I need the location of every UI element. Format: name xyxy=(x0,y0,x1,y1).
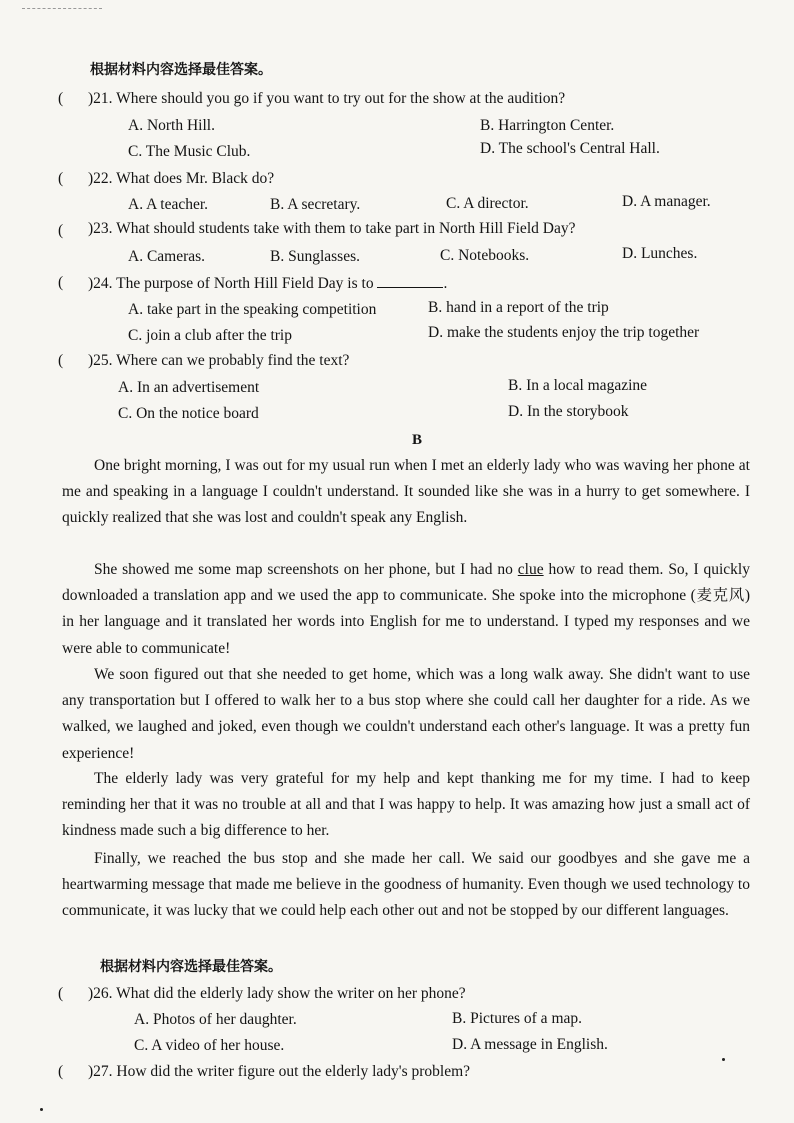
answer-paren-27: ( xyxy=(58,1063,64,1080)
answer-paren-26: ( xyxy=(58,985,64,1002)
passage-paragraph-4-text: The elderly lady was very grateful for my help and kept thanking me for my time. I had to keep reminding her that it was no trouble at all and that I was happy to help. It was amazing how just a small act of kindness made such a big difference to her. xyxy=(62,770,750,840)
answer-paren-24: ( xyxy=(58,274,64,291)
q22-option-d: D. A manager. xyxy=(622,193,711,210)
q25-option-c: C. On the notice board xyxy=(118,405,259,422)
question-25: )25. Where can we probably find the text? xyxy=(88,352,350,369)
q23-option-b: B. Sunglasses. xyxy=(270,248,360,265)
q26-option-d: D. A message in English. xyxy=(452,1036,608,1053)
passage-paragraph-4 xyxy=(62,766,750,845)
q21-option-a: A. North Hill. xyxy=(128,117,215,134)
q26-option-c: C. A video of her house. xyxy=(134,1037,285,1054)
instruction-a: 根据材料内容选择最佳答案。 xyxy=(90,62,272,78)
question-26: )26. What did the elderly lady show the writer on her phone? xyxy=(88,985,466,1002)
q23-option-d: D. Lunches. xyxy=(622,245,698,262)
q23-option-c: C. Notebooks. xyxy=(440,247,530,264)
passage-paragraph-2-before: She showed me some map screenshots on her phone, but I had no xyxy=(94,561,518,578)
q24-option-b: B. hand in a report of the trip xyxy=(428,299,609,316)
question-21: )21. Where should you go if you want to try out for the show at the audition? xyxy=(88,90,566,107)
passage-paragraph-2 xyxy=(62,557,750,662)
answer-paren-22: ( xyxy=(58,170,64,187)
question-24-stem: )24. The purpose of North Hill Field Day is to xyxy=(88,275,374,292)
passage-paragraph-3 xyxy=(62,662,750,767)
section-b-title: B xyxy=(412,432,423,448)
q24-option-a: A. take part in the speaking competition xyxy=(128,301,377,318)
q21-option-b: B. Harrington Center. xyxy=(480,117,615,134)
q22-option-b: B. A secretary. xyxy=(270,196,361,213)
passage-paragraph-1-text: One bright morning, I was out for my usual run when I met an elderly lady who was waving her phone at me and speaking in a language I couldn't understand. It sounded like she was in a hurry to get somewhere. I quickly realized that she was lost and couldn't speak any English. xyxy=(62,457,750,527)
q21-option-d: D. The school's Central Hall. xyxy=(480,140,660,157)
q24-option-d: D. make the students enjoy the trip together xyxy=(428,324,700,341)
passage-paragraph-2-after: how to read them. So, I quickly downloaded a translation app and we used the app to communicate. She spoke into the microphone (麦克风) in her language and it translated her words into English for me to understand. I typed my responses and we were able to communicate! xyxy=(62,561,750,657)
answer-paren-21: ( xyxy=(58,90,64,107)
scan-speck xyxy=(722,1058,725,1061)
question-24-period: . xyxy=(443,275,448,292)
passage-paragraph-3-text: We soon figured out that she needed to get home, which was a long walk away. She didn't want to use any transportation but I offered to walk her to a bus stop where she could call her daughter for a ride. As we walked, we laughed and joked, even though we couldn't understand each other's language. It was a pretty fun experience! xyxy=(62,666,750,762)
passage-paragraph-5-text: Finally, we reached the bus stop and she made her call. We said our goodbyes and she gave me a heartwarming message that made me believe in the goodness of humanity. Even though we used technology to communicate, it was lucky that we could help each other out and not be stopped by our different languages. xyxy=(62,850,750,920)
q25-option-b: B. In a local magazine xyxy=(508,377,648,394)
question-22: )22. What does Mr. Black do? xyxy=(88,170,275,187)
underlined-word-clue: clue xyxy=(517,561,544,578)
question-24 xyxy=(88,273,447,294)
q24-option-c: C. join a club after the trip xyxy=(128,327,292,344)
scan-edge-mark xyxy=(22,8,102,17)
q25-option-d: D. In the storybook xyxy=(508,403,629,420)
q26-option-b: B. Pictures of a map. xyxy=(452,1010,583,1027)
q25-option-a: A. In an advertisement xyxy=(118,379,260,396)
question-27: )27. How did the writer figure out the elderly lady's problem? xyxy=(88,1063,471,1080)
answer-paren-25: ( xyxy=(58,352,64,369)
question-23: )23. What should students take with them to take part in North Hill Field Day? xyxy=(88,220,576,237)
answer-blank xyxy=(377,273,443,288)
q23-option-a: A. Cameras. xyxy=(128,248,206,265)
passage-paragraph-5 xyxy=(62,846,750,925)
q21-option-c: C. The Music Club. xyxy=(128,143,251,160)
q26-option-a: A. Photos of her daughter. xyxy=(134,1011,297,1028)
answer-paren-23: ( xyxy=(58,222,64,239)
q22-option-a: A. A teacher. xyxy=(128,196,209,213)
instruction-b: 根据材料内容选择最佳答案。 xyxy=(100,959,282,975)
scan-speck xyxy=(40,1108,43,1111)
passage-paragraph-1 xyxy=(62,453,750,532)
q22-option-c: C. A director. xyxy=(446,195,529,212)
